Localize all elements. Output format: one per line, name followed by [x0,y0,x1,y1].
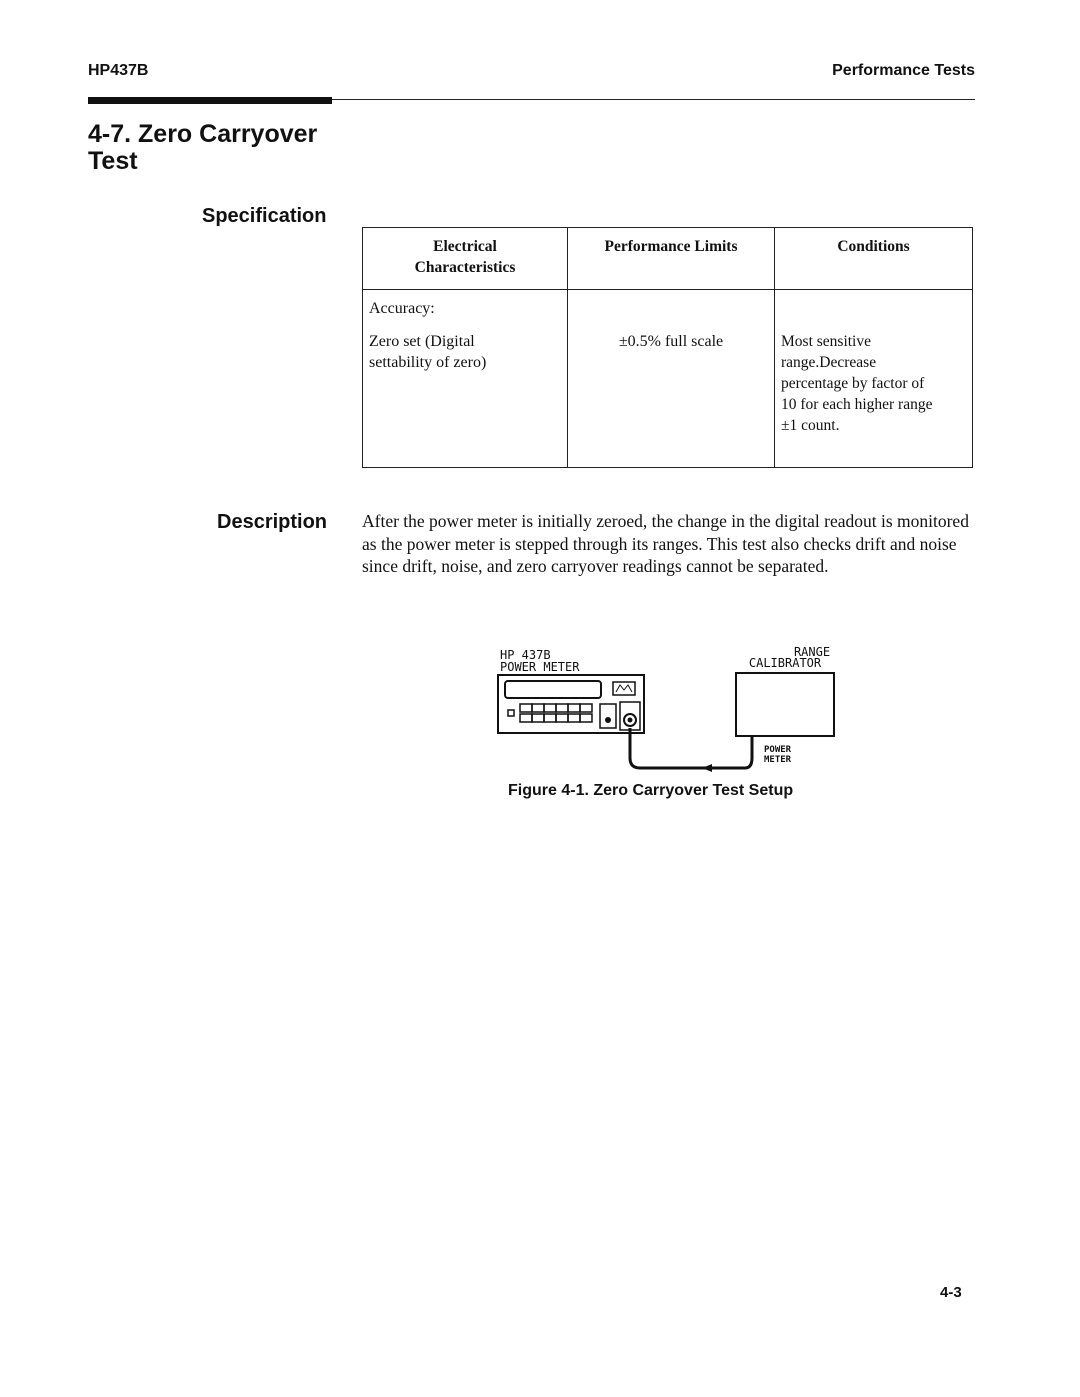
port-label-line1: POWER [764,745,792,755]
col-electrical-characteristics [363,228,568,290]
accuracy-label: Accuracy: [369,300,435,317]
meter-label-line1: HP 437B [500,648,551,662]
header-model: HP437B [88,62,149,79]
cond-line3: percentage by factor of [781,375,925,392]
col-conditions: Conditions [775,228,973,290]
section-title-line1: 4-7. Zero Carryover [88,120,318,148]
table-header-row [363,228,973,290]
port-label-line2: METER [764,755,792,765]
calibrator-label-line1: RANGE [793,645,831,659]
header-section: Performance Tests [832,62,975,79]
header-rule-thick [88,97,332,104]
cell-conditions [775,290,973,468]
table-row [363,290,973,468]
col1-header-line2: Characteristics [414,259,516,276]
cell-limit: ±0.5% full scale [568,290,775,468]
cond-line2: range.Decrease [781,354,877,371]
section-title [88,121,317,175]
figure-caption: Figure 4-1. Zero Carryover Test Setup [508,782,794,799]
cell-characteristic [363,290,568,468]
description-heading: Description [217,511,328,533]
col-performance-limits: Performance Limits [568,228,775,290]
test-setup-diagram [490,640,850,775]
specification-table [362,227,973,468]
description-text: After the power meter is initially zeroed, the change in the digital readout is monitored as the power meter is stepped through its ranges. This test also checks drift and noise since drift, noise, and zero carryover readings cannot be separated. [362,511,969,576]
cond-line4: 10 for each higher range [781,396,933,413]
zero-set-line2: settability of zero) [369,354,487,371]
zero-set-line1: Zero set (Digital [369,333,475,350]
cond-line1: Most sensitive [781,333,871,350]
page-number: 4-3 [940,1284,962,1301]
cond-line5: ±1 count. [781,417,840,434]
power-meter-icon [498,675,644,733]
cable-arrow-icon [702,764,712,772]
connection-cable [630,728,752,768]
meter-label-line2: POWER METER [500,660,580,674]
specification-heading: Specification [202,205,327,227]
range-calibrator-box [736,673,834,736]
section-title-line2: Test [88,147,138,175]
col1-header-line1: Electrical [433,238,497,255]
calibrator-label-line2: CALIBRATOR [748,656,822,670]
